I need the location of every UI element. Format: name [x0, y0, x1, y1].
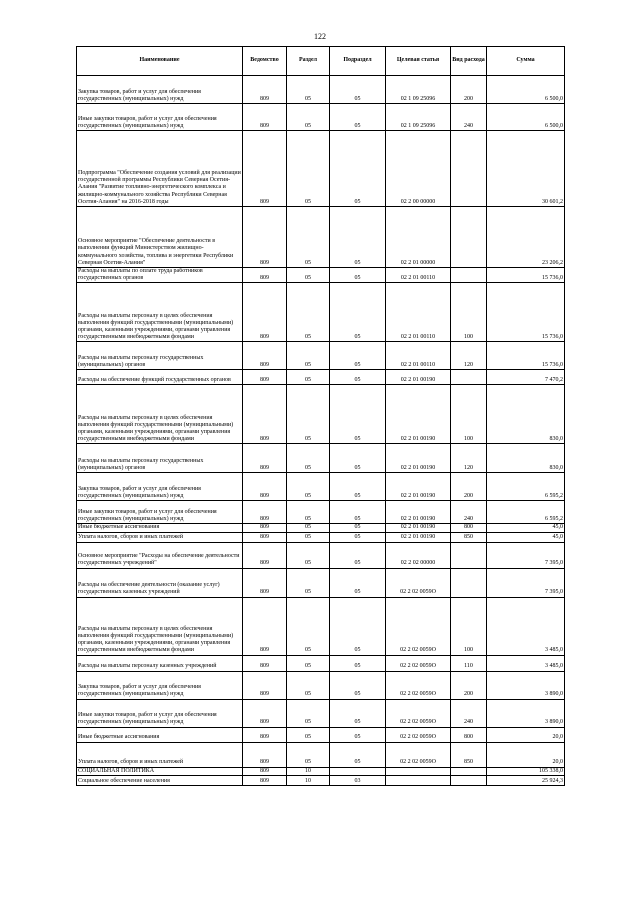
cell-target-item: 02 2 01 00110 [386, 283, 451, 342]
table-header-row [77, 47, 565, 76]
cell-subsection: 05 [330, 104, 386, 131]
cell-expense-type: 100 [451, 283, 487, 342]
cell-amount: 25 924,3 [487, 775, 565, 785]
cell-section: 05 [287, 671, 330, 699]
cell-department: 809 [243, 699, 287, 727]
cell-department: 809 [243, 131, 287, 207]
cell-target-item: 02 2 01 00110 [386, 268, 451, 283]
cell-expense-type: 240 [451, 104, 487, 131]
cell-expense-type: 240 [451, 699, 487, 727]
cell-amount: 3 485,0 [487, 655, 565, 671]
cell-section: 05 [287, 655, 330, 671]
cell-target-item: 02 2 01 00190 [386, 524, 451, 532]
cell-name: Закупка товаров, работ и услуг для обеспечения государственных (муниципальных) нужд [77, 473, 243, 501]
cell-expense-type [451, 767, 487, 775]
cell-subsection: 05 [330, 727, 386, 742]
cell-subsection: 05 [330, 699, 386, 727]
cell-department: 809 [243, 775, 287, 785]
cell-amount: 3 890,0 [487, 671, 565, 699]
cell-department: 809 [243, 742, 287, 767]
cell-subsection: 05 [330, 283, 386, 342]
cell-department: 809 [243, 597, 287, 655]
cell-subsection: 05 [330, 207, 386, 268]
cell-name: Расходы на выплаты персоналу казенных учреждений [77, 655, 243, 671]
table-row [77, 568, 565, 597]
cell-name: Подпрограмма "Обеспечение создания условий для реализации государственной программы Республики Северная Осетия-Алания "Развитие топливно-энергетического комплекса и жилищно-коммунального хозяйства Республики Северная Осетия-Алания" на 2016-2018 годы [77, 131, 243, 207]
cell-target-item: 02 2 01 00190 [386, 532, 451, 542]
table-row [77, 524, 565, 532]
cell-name: Расходы на обеспечение деятельности (оказание услуг) государственных казенных учреждений [77, 568, 243, 597]
cell-section: 05 [287, 742, 330, 767]
cell-target-item: 02 2 01 00190 [386, 370, 451, 385]
cell-target-item: 02 2 02 0059О [386, 655, 451, 671]
cell-name: Основное мероприятие "Расходы на обеспечение деятельности государственных учреждений" [77, 542, 243, 568]
table-row [77, 775, 565, 785]
cell-section: 05 [287, 524, 330, 532]
cell-target-item: 02 2 01 00000 [386, 207, 451, 268]
cell-expense-type: 850 [451, 742, 487, 767]
cell-department: 809 [243, 104, 287, 131]
cell-target-item: 02 2 02 00000 [386, 542, 451, 568]
cell-subsection: 05 [330, 385, 386, 444]
cell-amount: 6 500,0 [487, 104, 565, 131]
cell-department: 809 [243, 727, 287, 742]
cell-subsection: 05 [330, 473, 386, 501]
cell-section: 05 [287, 385, 330, 444]
table-row [77, 655, 565, 671]
cell-target-item: 02 2 02 0059О [386, 699, 451, 727]
cell-target-item: 02 1 09 25096 [386, 76, 451, 104]
cell-amount: 15 736,0 [487, 283, 565, 342]
cell-target-item: 02 2 01 00190 [386, 473, 451, 501]
cell-name: СОЦИАЛЬНАЯ ПОЛИТИКА [77, 767, 243, 775]
cell-amount: 830,0 [487, 444, 565, 473]
cell-name: Расходы на выплаты персоналу в целях обеспечения выполнения функций государственными (муниципальными) органами, казенными учреждениями, органами управления государственными внебюджетными фондами [77, 385, 243, 444]
cell-amount: 6 500,0 [487, 76, 565, 104]
cell-subsection: 05 [330, 597, 386, 655]
cell-amount: 7 470,2 [487, 370, 565, 385]
cell-department: 809 [243, 767, 287, 775]
cell-subsection: 05 [330, 342, 386, 370]
cell-name: Иные закупки товаров, работ и услуг для обеспечения государственных (муниципальных) нужд [77, 104, 243, 131]
cell-expense-type: 800 [451, 727, 487, 742]
cell-target-item: 02 2 02 0059О [386, 568, 451, 597]
table-row [77, 699, 565, 727]
cell-expense-type: 240 [451, 501, 487, 524]
cell-name: Расходы на выплаты персоналу государственных (муниципальных) органов [77, 342, 243, 370]
cell-expense-type: 120 [451, 342, 487, 370]
header-name: Наименование [77, 47, 243, 76]
cell-department: 809 [243, 444, 287, 473]
cell-department: 809 [243, 501, 287, 524]
cell-amount: 20,0 [487, 727, 565, 742]
cell-target-item: 02 2 02 0059О [386, 742, 451, 767]
cell-section: 05 [287, 597, 330, 655]
table-row [77, 370, 565, 385]
table-row [77, 727, 565, 742]
cell-department: 809 [243, 268, 287, 283]
cell-name: Расходы на выплаты персоналу государственных (муниципальных) органов [77, 444, 243, 473]
cell-target-item: 02 2 01 00190 [386, 501, 451, 524]
cell-name: Расходы на обеспечение функций государственных органов [77, 370, 243, 385]
cell-amount: 30 601,2 [487, 131, 565, 207]
cell-expense-type [451, 775, 487, 785]
table-row [77, 76, 565, 104]
cell-name: Расходы на выплаты по оплате труда работников государственных органов [77, 268, 243, 283]
cell-department: 809 [243, 207, 287, 268]
cell-name: Социальное обеспечение населения [77, 775, 243, 785]
cell-target-item: 02 2 02 0059О [386, 727, 451, 742]
table-row [77, 597, 565, 655]
cell-expense-type [451, 268, 487, 283]
table-row [77, 742, 565, 767]
cell-name: Иные закупки товаров, работ и услуг для обеспечения государственных (муниципальных) нужд [77, 501, 243, 524]
page-number: 122 [314, 32, 326, 41]
cell-name: Закупка товаров, работ и услуг для обеспечения государственных (муниципальных) нужд [77, 76, 243, 104]
cell-amount: 45,0 [487, 532, 565, 542]
cell-department: 809 [243, 671, 287, 699]
cell-subsection: 05 [330, 532, 386, 542]
cell-section: 05 [287, 542, 330, 568]
cell-section: 05 [287, 104, 330, 131]
cell-name: Расходы на выплаты персоналу в целях обеспечения выполнения функций государственными (муниципальными) органами, казенными учреждениями, органами управления государственными внебюджетными фондами [77, 283, 243, 342]
table-row [77, 542, 565, 568]
cell-expense-type: 200 [451, 76, 487, 104]
cell-target-item: 02 2 02 0059О [386, 597, 451, 655]
cell-target-item: 02 2 02 0059О [386, 671, 451, 699]
table-row [77, 671, 565, 699]
cell-section: 05 [287, 532, 330, 542]
cell-expense-type: 100 [451, 597, 487, 655]
cell-subsection [330, 767, 386, 775]
cell-expense-type [451, 370, 487, 385]
cell-target-item: 02 2 01 00190 [386, 385, 451, 444]
cell-name: Закупка товаров, работ и услуг для обеспечения государственных (муниципальных) нужд [77, 671, 243, 699]
cell-expense-type [451, 568, 487, 597]
cell-department: 809 [243, 524, 287, 532]
header-section: Раздел [287, 47, 330, 76]
cell-subsection: 05 [330, 524, 386, 532]
header-target-item: Целевая статья [386, 47, 451, 76]
cell-expense-type [451, 131, 487, 207]
header-department: Ведомство [243, 47, 287, 76]
cell-section: 05 [287, 370, 330, 385]
header-subsection: Подраздел [330, 47, 386, 76]
cell-amount: 15 736,0 [487, 342, 565, 370]
cell-section: 05 [287, 342, 330, 370]
cell-subsection: 03 [330, 775, 386, 785]
cell-amount: 6 595,2 [487, 473, 565, 501]
cell-target-item: 02 1 09 25096 [386, 104, 451, 131]
cell-expense-type: 200 [451, 671, 487, 699]
cell-amount: 7 395,0 [487, 568, 565, 597]
table-row [77, 104, 565, 131]
cell-section: 05 [287, 444, 330, 473]
cell-department: 809 [243, 283, 287, 342]
cell-section: 05 [287, 207, 330, 268]
cell-department: 809 [243, 370, 287, 385]
cell-name: Иные бюджетные ассигнования [77, 524, 243, 532]
cell-target-item [386, 767, 451, 775]
cell-target-item: 02 2 01 00110 [386, 342, 451, 370]
cell-subsection: 05 [330, 76, 386, 104]
cell-section: 10 [287, 775, 330, 785]
table-row [77, 207, 565, 268]
cell-name: Уплата налогов, сборов и иных платежей [77, 532, 243, 542]
cell-subsection: 05 [330, 268, 386, 283]
cell-section: 05 [287, 283, 330, 342]
cell-section: 05 [287, 131, 330, 207]
cell-department: 809 [243, 385, 287, 444]
cell-amount: 7 395,0 [487, 542, 565, 568]
cell-department: 809 [243, 655, 287, 671]
cell-name: Иные бюджетные ассигнования [77, 727, 243, 742]
table-row [77, 268, 565, 283]
cell-amount: 3 485,0 [487, 597, 565, 655]
cell-department: 809 [243, 76, 287, 104]
cell-amount: 3 890,0 [487, 699, 565, 727]
cell-amount: 23 206,2 [487, 207, 565, 268]
cell-target-item: 02 2 00 00000 [386, 131, 451, 207]
cell-section: 05 [287, 76, 330, 104]
cell-section: 05 [287, 268, 330, 283]
header-expense-type: Вид расхода [451, 47, 487, 76]
cell-subsection: 05 [330, 370, 386, 385]
table-body [77, 76, 565, 786]
cell-subsection: 05 [330, 568, 386, 597]
table-row [77, 767, 565, 775]
table-row [77, 532, 565, 542]
cell-section: 05 [287, 699, 330, 727]
cell-expense-type: 800 [451, 524, 487, 532]
cell-expense-type: 100 [451, 385, 487, 444]
table-row [77, 501, 565, 524]
cell-department: 809 [243, 342, 287, 370]
cell-section: 10 [287, 767, 330, 775]
cell-name: Основное мероприятие "Обеспечение деятельности в выполнении функций Министерством жилищно-коммунального хозяйства, топлива и энергетики Республики Северная Осетия-Алания" [77, 207, 243, 268]
table-row [77, 444, 565, 473]
cell-subsection: 05 [330, 655, 386, 671]
table-row [77, 385, 565, 444]
cell-expense-type: 120 [451, 444, 487, 473]
cell-subsection: 05 [330, 444, 386, 473]
cell-department: 809 [243, 473, 287, 501]
cell-amount: 45,0 [487, 524, 565, 532]
header-amount: Сумма [487, 47, 565, 76]
cell-subsection: 05 [330, 542, 386, 568]
cell-subsection: 05 [330, 131, 386, 207]
cell-section: 05 [287, 501, 330, 524]
budget-table [76, 46, 565, 786]
table-row [77, 473, 565, 501]
cell-expense-type: 110 [451, 655, 487, 671]
cell-subsection: 05 [330, 501, 386, 524]
cell-section: 05 [287, 727, 330, 742]
cell-section: 05 [287, 473, 330, 501]
cell-target-item: 02 2 01 00190 [386, 444, 451, 473]
table-row [77, 342, 565, 370]
cell-target-item [386, 775, 451, 785]
cell-expense-type [451, 207, 487, 268]
cell-department: 809 [243, 568, 287, 597]
cell-amount: 15 736,0 [487, 268, 565, 283]
cell-expense-type: 850 [451, 532, 487, 542]
cell-amount: 830,0 [487, 385, 565, 444]
cell-name: Иные закупки товаров, работ и услуг для обеспечения государственных (муниципальных) нужд [77, 699, 243, 727]
cell-name: Уплата налогов, сборов и иных платежей [77, 742, 243, 767]
cell-department: 809 [243, 542, 287, 568]
table-row [77, 283, 565, 342]
cell-section: 05 [287, 568, 330, 597]
table-row [77, 131, 565, 207]
cell-subsection: 05 [330, 742, 386, 767]
cell-name: Расходы на выплаты персоналу в целях обеспечения выполнения функций государственными (муниципальными) органами, казенными учреждениями, органами управления государственными внебюджетными фондами [77, 597, 243, 655]
cell-department: 809 [243, 532, 287, 542]
cell-amount: 20,0 [487, 742, 565, 767]
cell-subsection: 05 [330, 671, 386, 699]
cell-expense-type [451, 542, 487, 568]
cell-expense-type: 200 [451, 473, 487, 501]
cell-amount: 6 595,2 [487, 501, 565, 524]
cell-amount: 105 338,0 [487, 767, 565, 775]
